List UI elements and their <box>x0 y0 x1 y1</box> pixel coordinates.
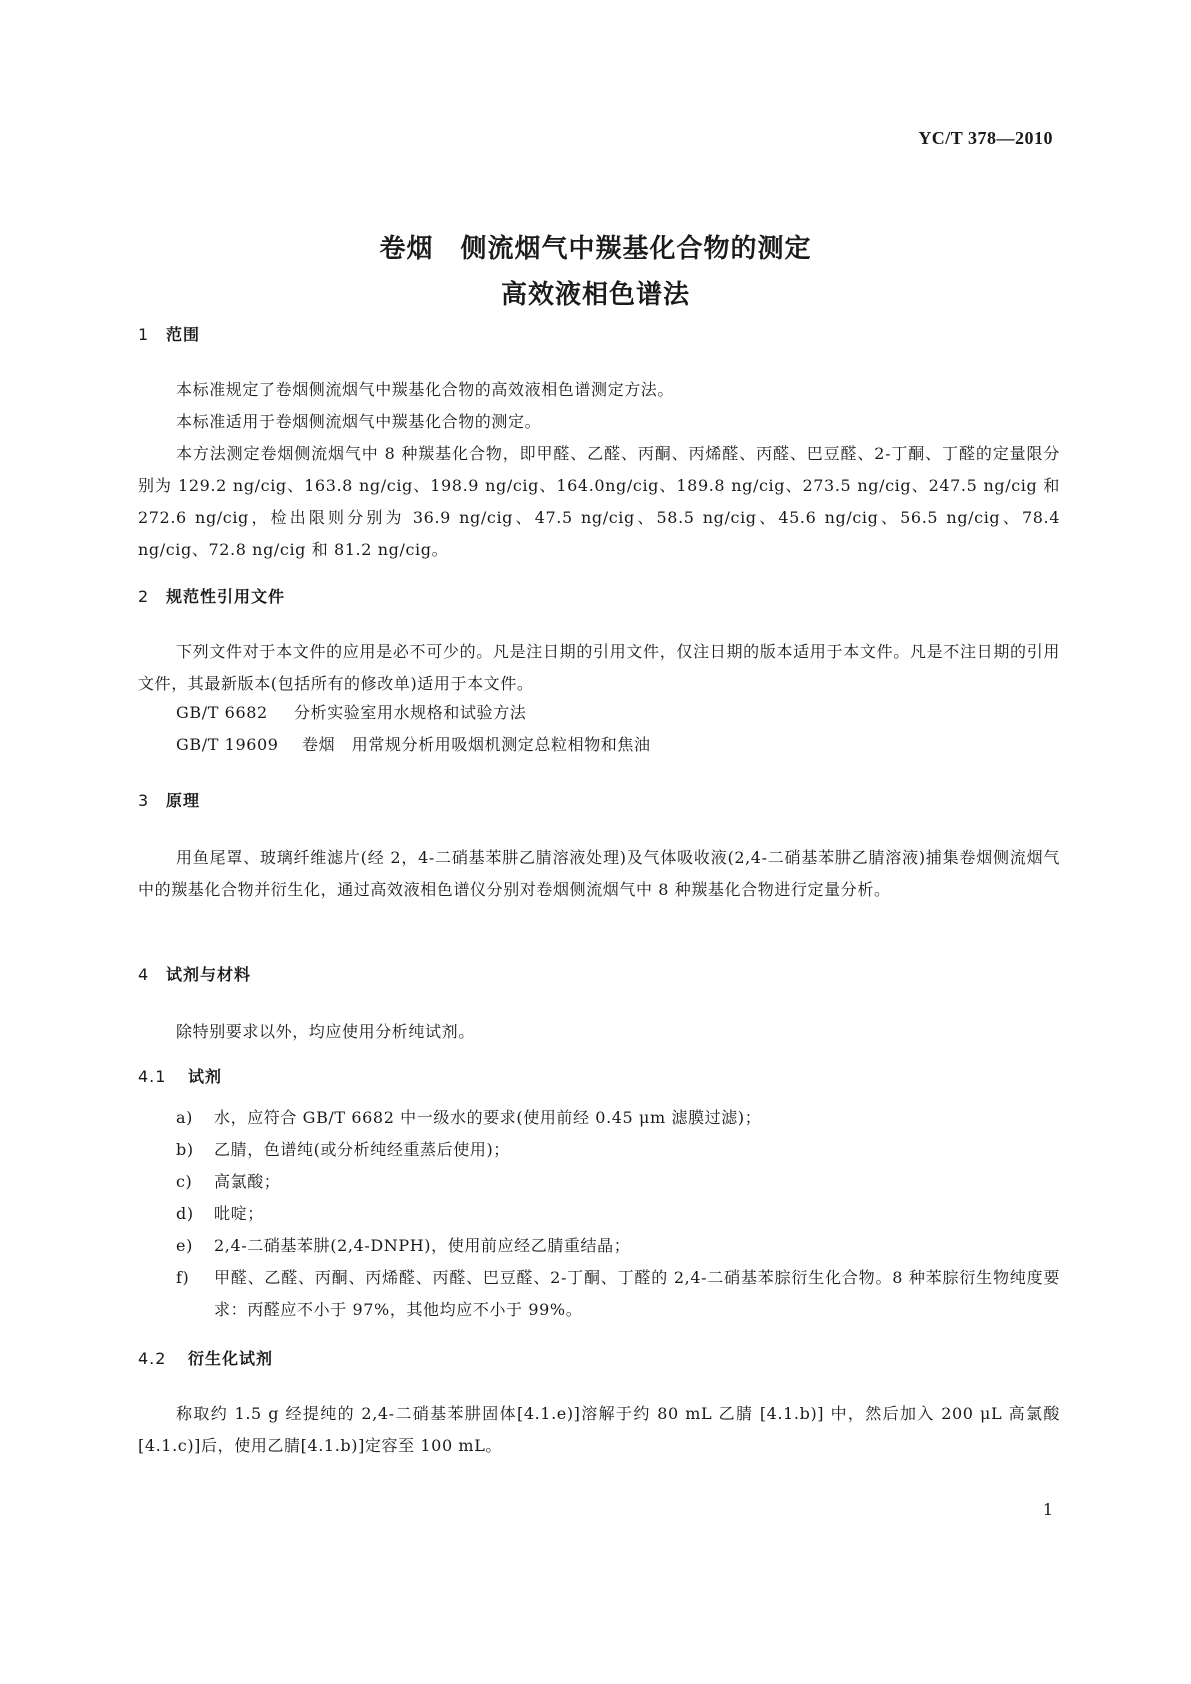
section-title: 原理 <box>166 791 201 810</box>
list-text: 甲醛、乙醛、丙酮、丙烯醛、丙醛、巴豆醛、2-丁酮、丁醛的 2,4-二硝基苯腙衍生化合物。8 种苯腙衍生物纯度要求：丙醛应不小于 97%，其他均应不小于 99%。 <box>214 1268 1060 1319</box>
document-title-line2: 高效液相色谱法 <box>500 280 690 310</box>
list-item <box>176 1102 1060 1134</box>
list-text: 乙腈，色谱纯(或分析纯经重蒸后使用)； <box>214 1140 510 1159</box>
page-number: 1 <box>1042 1500 1053 1519</box>
list-text: 水，应符合 GB/T 6682 中一级水的要求(使用前经 0.45 μm 滤膜过滤)； <box>214 1108 762 1127</box>
subsection-title: 衍生化试剂 <box>188 1349 274 1368</box>
list-item <box>176 1134 1060 1166</box>
section-4-heading <box>138 962 251 985</box>
section-1-paragraph-3: 本方法测定卷烟侧流烟气中 8 种羰基化合物，即甲醛、乙醛、丙酮、丙烯醛、丙醛、巴豆醛、2-丁酮、丁醛的定量限分别为 129.2 ng/cig、163.8 ng/cig、198.9 ng/cig、164.0ng/cig、189.8 ng/cig、273.5 ng/cig、247.5 ng/cig 和 272.6 ng/cig，检出限则分别为 36.9 ng/cig、47.5 ng/cig、58.5 ng/cig、45.6 ng/cig、56.5 ng/cig、78.4 ng/cig、72.8 ng/cig 和 81.2 ng/cig。 <box>138 444 1060 559</box>
list-item <box>176 1166 1060 1198</box>
subsection-4-2-heading <box>138 1346 273 1369</box>
list-item <box>176 1262 1060 1326</box>
list-marker: f) <box>176 1268 190 1287</box>
subsection-4-2-paragraph-1: 称取约 1.5 g 经提纯的 2,4-二硝基苯肼固体[4.1.e)]溶解于约 80 mL 乙腈 [4.1.b)] 中，然后加入 200 μL 高氯酸[4.1.c)]后，使用乙腈[4.1.b)]定容至 100 mL。 <box>138 1404 1060 1455</box>
section-1-paragraph-2: 本标准适用于卷烟侧流烟气中羰基化合物的测定。 <box>176 412 542 431</box>
list-marker: b) <box>176 1140 194 1159</box>
section-number: 2 <box>138 587 150 606</box>
document-title-line1: 卷烟 侧流烟气中羰基化合物的测定 <box>379 234 812 264</box>
section-3-paragraph-1: 用鱼尾罩、玻璃纤维滤片(经 2，4-二硝基苯肼乙腈溶液处理)及气体吸收液(2,4-二硝基苯肼乙腈溶液)捕集卷烟侧流烟气中的羰基化合物并衍生化，通过高效液相色谱仪分别对卷烟侧流烟气中 8 种羰基化合物进行定量分析。 <box>138 848 1060 899</box>
list-marker: a) <box>176 1108 193 1127</box>
reference-code: GB/T 6682 <box>176 703 268 722</box>
reference-code: GB/T 19609 <box>176 735 279 754</box>
reference-title: 卷烟 用常规分析用吸烟机测定总粒相物和焦油 <box>302 735 651 754</box>
section-number: 1 <box>138 325 150 344</box>
reference-item <box>176 732 651 755</box>
section-number: 3 <box>138 791 150 810</box>
reference-title: 分析实验室用水规格和试验方法 <box>294 703 527 722</box>
section-1-paragraph-1: 本标准规定了卷烟侧流烟气中羰基化合物的高效液相色谱测定方法。 <box>176 380 675 399</box>
list-marker: d) <box>176 1204 194 1223</box>
section-4-paragraph-1: 除特别要求以外，均应使用分析纯试剂。 <box>176 1022 475 1041</box>
section-title: 规范性引用文件 <box>166 587 286 606</box>
section-number: 4 <box>138 965 150 984</box>
list-text: 吡啶； <box>214 1204 264 1223</box>
subsection-4-1-heading <box>138 1064 222 1087</box>
subsection-number: 4.1 <box>138 1067 167 1086</box>
standard-code: YC/T 378—2010 <box>918 128 1053 148</box>
section-2-paragraph-1: 下列文件对于本文件的应用是必不可少的。凡是注日期的引用文件，仅注日期的版本适用于本文件。凡是不注日期的引用文件，其最新版本(包括所有的修改单)适用于本文件。 <box>138 642 1060 693</box>
subsection-title: 试剂 <box>188 1067 223 1086</box>
list-marker: c) <box>176 1172 193 1191</box>
section-3-heading <box>138 788 200 811</box>
section-1-heading <box>138 322 200 345</box>
list-marker: e) <box>176 1236 193 1255</box>
reference-item <box>176 700 526 723</box>
list-item <box>176 1198 1060 1230</box>
section-title: 范围 <box>166 325 201 344</box>
section-2-heading <box>138 584 285 607</box>
list-text: 高氯酸； <box>214 1172 281 1191</box>
list-text: 2,4-二硝基苯肼(2,4-DNPH)，使用前应经乙腈重结晶； <box>214 1236 631 1255</box>
section-title: 试剂与材料 <box>166 965 252 984</box>
subsection-number: 4.2 <box>138 1349 167 1368</box>
list-item <box>176 1230 1060 1262</box>
